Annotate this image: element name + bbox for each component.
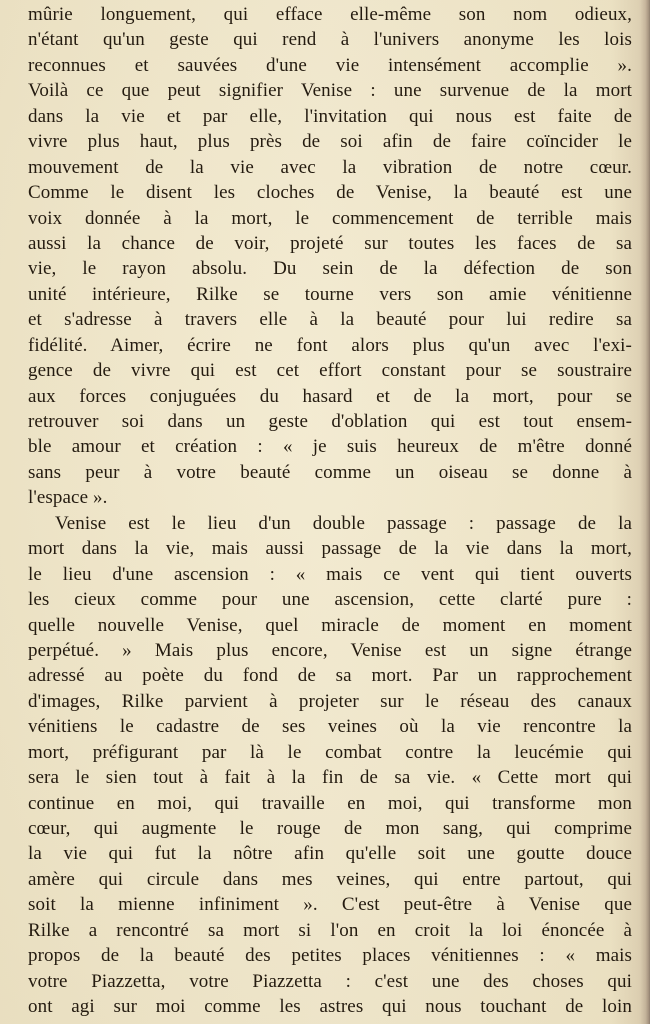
text-line: adressé au poète du fond de sa mort. Par un rapprochement xyxy=(28,665,632,687)
text-line: mort, préfigurant par là le combat contre la leucémie qui xyxy=(28,741,632,763)
text-line: quelle nouvelle Venise, quel miracle de moment en moment xyxy=(28,614,632,636)
text-line: perpétué. » Mais plus encore, Venise est un signe étrange xyxy=(28,639,632,661)
page-edge-shadow xyxy=(640,0,650,1024)
text-line: vénitiens le cadastre de ses veines où la vie rencontre la xyxy=(28,716,632,738)
text-line: continue en moi, qui travaille en moi, qui transforme mon xyxy=(28,792,632,814)
text-line: fidélité. Aimer, écrire ne font alors plus qu'un avec l'exi- xyxy=(28,334,632,356)
text-line: mort dans la vie, mais aussi passage de la vie dans la mort, xyxy=(28,538,632,560)
text-line: n'étant qu'un geste qui rend à l'univers anonyme les lois xyxy=(28,29,632,51)
text-line: retrouver soi dans un geste d'oblation qui est tout ensem- xyxy=(28,411,632,432)
text-line: sans peur à votre beauté comme un oiseau se donne à xyxy=(28,461,632,483)
text-line: reconnues et sauvées d'une vie intensément accomplie ». xyxy=(28,54,632,76)
text-line: dans la vie et par elle, l'invitation qui nous est faite de xyxy=(28,105,632,127)
text-line: Voilà ce que peut signifier Venise : une survenue de la mort xyxy=(28,80,632,102)
text-line: vivre plus haut, plus près de soi afin de faire coïncider le xyxy=(28,131,632,153)
text-line: et s'adresse à travers elle à la beauté pour lui redire sa xyxy=(28,309,632,331)
text-line: unité intérieure, Rilke se tourne vers son amie vénitienne xyxy=(28,283,632,305)
text-line: aussi la chance de voir, projeté sur toutes les faces de sa xyxy=(28,232,632,254)
text-line: mouvement de la vie avec la vibration de notre cœur. xyxy=(28,156,632,178)
text-line: cœur, qui augmente le rouge de mon sang, qui comprime xyxy=(28,818,632,839)
text-line: ble amour et création : « je suis heureux de m'être donné xyxy=(28,436,632,458)
text-line: l'espace ». xyxy=(28,487,108,509)
text-line: sera le sien tout à fait à la fin de sa vie. « Cette mort qui xyxy=(28,767,632,789)
text-line: voix donnée à la mort, le commencement de terrible mais xyxy=(28,207,632,229)
text-line: aux forces conjuguées du hasard et de la mort, pour se xyxy=(28,385,632,407)
text-line: le lieu d'une ascension : « mais ce vent qui tient ouverts xyxy=(28,563,632,585)
text-line: la vie qui fut la nôtre afin qu'elle soit une goutte douce xyxy=(28,843,632,865)
text-line: d'images, Rilke parvient à projeter sur le réseau des canaux xyxy=(28,690,632,712)
text-line: vie, le rayon absolu. Du sein de la défection de son xyxy=(28,258,632,280)
text-line: ont agi sur moi comme les astres qui nous touchant de loin xyxy=(28,996,632,1018)
text-line: mûrie longuement, qui efface elle-même son nom odieux, xyxy=(28,4,632,25)
body-text xyxy=(28,2,632,1020)
text-line: soit la mienne infiniment ». C'est peut-être à Venise que xyxy=(28,894,632,916)
text-line: Comme le disent les cloches de Venise, la beauté est une xyxy=(28,182,632,204)
text-line: gence de vivre qui est cet effort constant pour se soustraire xyxy=(28,360,632,382)
text-line: Rilke a rencontré sa mort si l'on en croit la loi énoncée à xyxy=(28,919,632,941)
text-line: les cieux comme pour une ascension, cette clarté pure : xyxy=(28,589,632,611)
text-line: Venise est le lieu d'un double passage : passage de la xyxy=(55,512,632,534)
text-line: amère qui circule dans mes veines, qui entre partout, qui xyxy=(28,868,632,890)
text-line: votre Piazzetta, votre Piazzetta : c'est une des choses qui xyxy=(28,970,632,992)
text-line: propos de la beauté des petites places vénitiennes : « mais xyxy=(28,945,632,967)
